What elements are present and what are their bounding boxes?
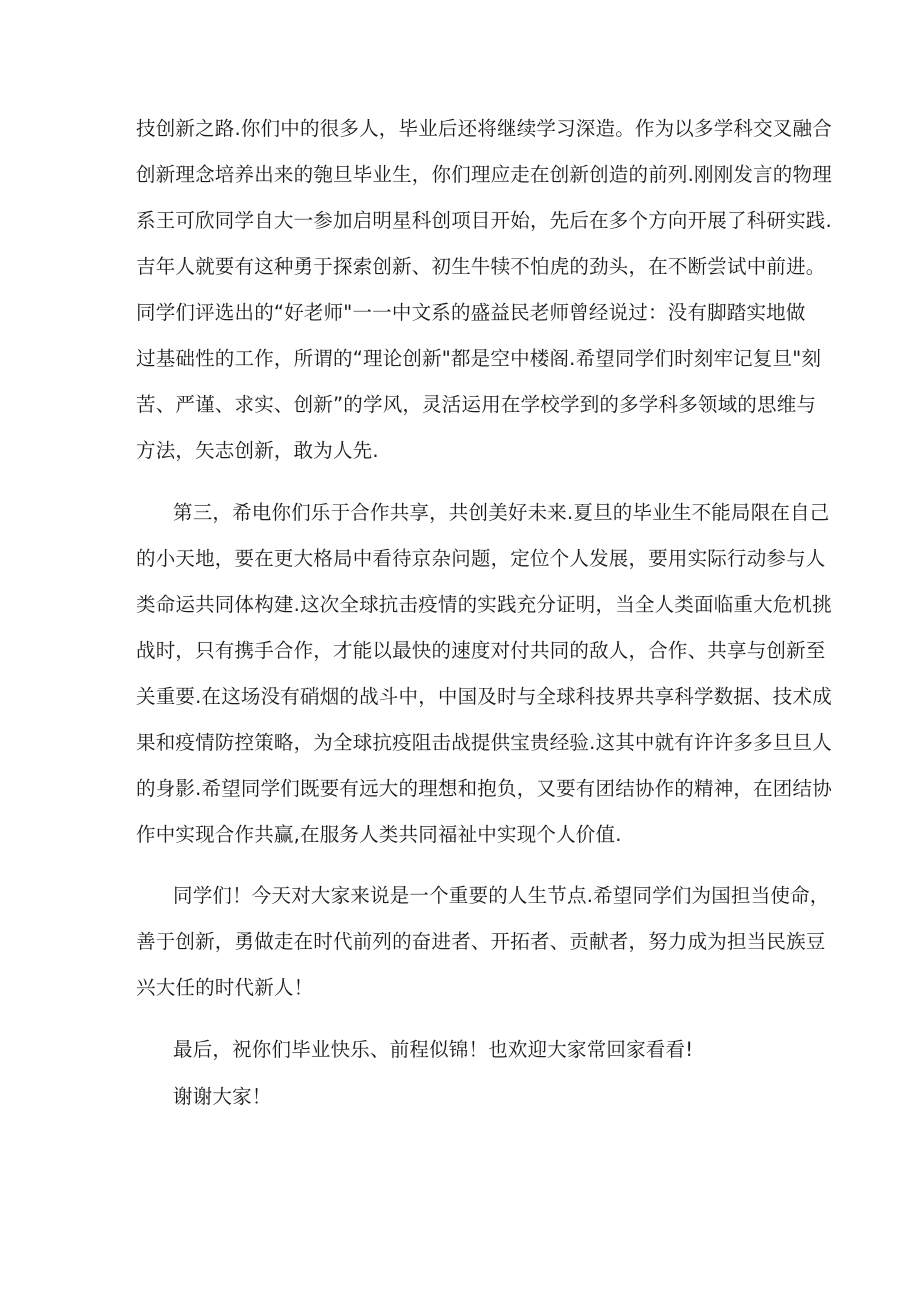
- text-line: 创新理念培养出来的匏旦毕业生，你们理应走在创新创造的前列.刚刚发言的物理: [136, 163, 832, 186]
- text-line: 兴大任的时代新人！: [136, 976, 314, 999]
- text-line: 类命运共同体构建.这次全球抗击疫情的实践充分证明，当全人类面临重大危机挑: [136, 593, 832, 616]
- text-line: 吉年人就要有这种勇于探索创新、初生牛犊不怕虎的劲头，在不断尝试中前进。: [136, 255, 826, 278]
- text-line: 的小天地，要在更大格局中看待京杂问题，定位个人发展，要用实际行动参与人: [136, 547, 826, 570]
- text-line: 作中实现合作共赢,在服务人类共同福祉中实现个人价值.: [136, 823, 622, 846]
- text-line: 苦、严谨、求实、创新”的学风，灵活运用在学校学到的多学科多领域的思维与: [136, 393, 817, 416]
- text-line: 第三，希电你们乐于合作共享，共创美好未来.夏旦的毕业生不能局限在自己: [173, 501, 830, 524]
- text-line: 果和疫情防控策略，为全球抗疫阻击战提供宝贵经验.这其中就有许许多多旦旦人: [136, 731, 832, 754]
- text-line: 系王可欣同学自大一参加启明星科创项目开始，先后在多个方向开展了科研实践.: [136, 209, 832, 232]
- text-line: 方法，矢志创新，敢为人先.: [136, 439, 379, 462]
- text-line: 善于创新，勇做走在时代前列的奋进者、开拓者、贡献者，努力成为担当民族豆: [136, 930, 826, 953]
- text-line: 最后，祝你们毕业快乐、前程似锦！也欢迎大家常回家看看!: [173, 1038, 694, 1061]
- text-line: 谢谢大家！: [173, 1085, 272, 1108]
- text-line: 过基础性的工作，所谓的“理论创新"都是空中楼阁.希望同学们时刻牢记复旦"刻: [136, 347, 822, 370]
- text-line: 同学们评选出的“好老师"一一中文系的盛益民老师曾经说过：没有脚踏实地做: [136, 301, 806, 324]
- text-line: 技创新之路.你们中的很多人，毕业后还将继续学习深造。作为以多学科交叉融合: [136, 117, 832, 140]
- text-line: 战时，只有携手合作，才能以最快的速度对付共同的敌人，合作、共享与创新至: [136, 639, 826, 662]
- text-line: 关重要.在这场没有硝烟的战斗中，中国及时与全球科技界共享科学数据、技术成: [136, 685, 832, 708]
- text-line: 同学们！今天对大家来说是一个重要的人生节点.希望同学们为国担当使命，: [173, 884, 830, 907]
- text-line: 的身影.希望同学们既要有远大的理想和抱负，又要有团结协作的精神，在团结协: [136, 777, 832, 800]
